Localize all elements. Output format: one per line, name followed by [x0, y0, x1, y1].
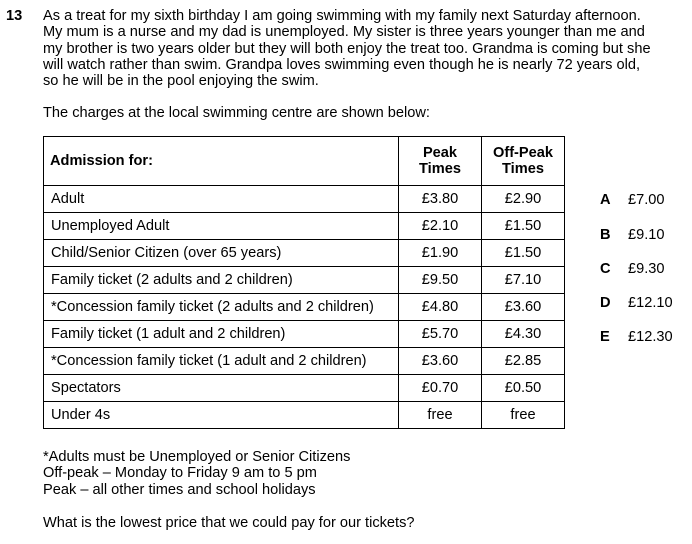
- notes: [43, 449, 350, 498]
- row-type: *Concession family ticket (2 adults and 2 children): [44, 294, 399, 321]
- header-offpeak-line2: Times: [502, 161, 544, 177]
- row-type: Family ticket (1 adult and 2 children): [44, 321, 399, 348]
- row-offpeak-price: £3.60: [482, 294, 565, 321]
- row-peak-price: £4.80: [399, 294, 482, 321]
- table-row: [44, 348, 565, 375]
- row-type: Spectators: [44, 375, 399, 402]
- note-line: Peak – all other times and school holidays: [43, 481, 316, 498]
- row-offpeak-price: £7.10: [482, 267, 565, 294]
- header-peak-line1: Peak: [422, 144, 458, 161]
- row-peak-price: £1.90: [399, 240, 482, 267]
- option-letter: D: [600, 295, 611, 311]
- option-d[interactable]: [600, 295, 673, 311]
- row-type: Adult: [44, 186, 399, 213]
- charges-intro: The charges at the local swimming centre are shown below:: [43, 105, 430, 121]
- row-offpeak-price: £0.50: [482, 375, 565, 402]
- row-peak-price: £9.50: [399, 267, 482, 294]
- row-peak-price: £2.10: [399, 213, 482, 240]
- intro-line: so he will be in the pool enjoying the swim.: [43, 73, 319, 90]
- option-a[interactable]: [600, 192, 665, 208]
- option-value: £12.10: [628, 295, 673, 311]
- row-peak-price: £0.70: [399, 375, 482, 402]
- row-peak-price: free: [399, 402, 482, 429]
- header-offpeak-line1: Off-Peak: [492, 144, 553, 161]
- intro-line: will watch rather than swim. Grandpa loves swimming even though he is nearly 72 years old,: [43, 56, 641, 73]
- header-admission: Admission for:: [44, 137, 399, 186]
- row-type: Child/Senior Citizen (over 65 years): [44, 240, 399, 267]
- table-row: [44, 294, 565, 321]
- option-letter: E: [600, 329, 610, 345]
- intro-line: As a treat for my sixth birthday I am going swimming with my family next Saturday afternoon.: [43, 8, 641, 24]
- table-row: [44, 321, 565, 348]
- option-value: £7.00: [628, 192, 665, 208]
- option-b[interactable]: [600, 227, 665, 243]
- option-c[interactable]: [600, 261, 665, 277]
- intro-paragraph: [43, 8, 683, 89]
- table-row: [44, 402, 565, 429]
- option-value: £9.30: [628, 261, 665, 277]
- table-header-row: [44, 137, 565, 186]
- note-line: *Adults must be Unemployed or Senior Citizens: [43, 449, 351, 465]
- header-peak-line2: Times: [419, 161, 461, 177]
- table-row: [44, 267, 565, 294]
- row-type: *Concession family ticket (1 adult and 2 children): [44, 348, 399, 375]
- table-row: [44, 186, 565, 213]
- row-offpeak-price: £4.30: [482, 321, 565, 348]
- table-row: [44, 375, 565, 402]
- intro-line: My mum is a nurse and my dad is unemployed. My sister is three years younger than me and: [43, 24, 645, 41]
- row-offpeak-price: £2.90: [482, 186, 565, 213]
- header-offpeak: [482, 137, 565, 186]
- intro-line: my brother is two years older but they will both enjoy the treat too. Grandma is coming but she: [43, 40, 651, 57]
- option-letter: B: [600, 227, 611, 243]
- table-row: [44, 240, 565, 267]
- charges-table: [43, 136, 565, 429]
- option-e[interactable]: [600, 329, 673, 345]
- table-row: [44, 213, 565, 240]
- row-type: Family ticket (2 adults and 2 children): [44, 267, 399, 294]
- option-value: £12.30: [628, 329, 673, 345]
- header-peak: [399, 137, 482, 186]
- option-letter: C: [600, 261, 611, 277]
- row-type: Unemployed Adult: [44, 213, 399, 240]
- question-text: What is the lowest price that we could pay for our tickets?: [43, 515, 415, 531]
- option-value: £9.10: [628, 227, 665, 243]
- row-offpeak-price: £2.85: [482, 348, 565, 375]
- row-offpeak-price: £1.50: [482, 240, 565, 267]
- question-number: 13: [6, 8, 23, 24]
- row-offpeak-price: free: [482, 402, 565, 429]
- option-letter: A: [600, 192, 611, 208]
- row-offpeak-price: £1.50: [482, 213, 565, 240]
- row-peak-price: £5.70: [399, 321, 482, 348]
- row-peak-price: £3.60: [399, 348, 482, 375]
- note-line: Off-peak – Monday to Friday 9 am to 5 pm: [43, 465, 317, 482]
- row-peak-price: £3.80: [399, 186, 482, 213]
- row-type: Under 4s: [44, 402, 399, 429]
